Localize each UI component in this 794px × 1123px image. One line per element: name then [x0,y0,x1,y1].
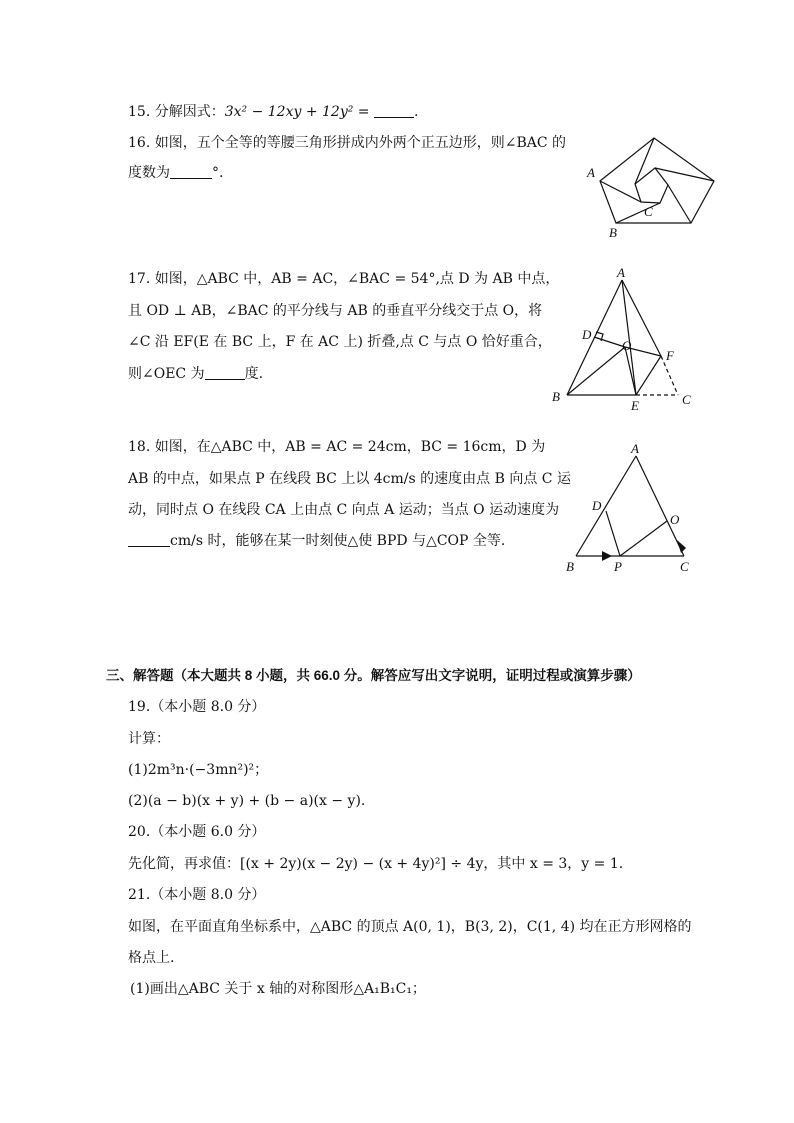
q16-label-B: B [609,225,617,240]
q17-line-1: 17. 如图，△ABC 中，AB = AC，∠BAC = 54°,点 D 为 AB 中点， [128,271,560,287]
q18-segment-DP [606,511,620,556]
q19-part-2: (2)(a − b)(x + y) + (b − a)(x − y). [128,793,366,809]
q19-label: 计算： [128,731,170,747]
section-3-heading: 三、解答题（本大题共 8 小题，共 66.0 分。解答应写出文字说明，证明过程或演算步骤） [106,668,641,683]
q15-expression: 3x² − 12xy + 12y² = [224,104,370,120]
q21-header: 21.（本小题 8.0 分） [128,887,266,903]
q18-label-D: D [592,498,602,513]
q17-label-B: B [552,389,560,404]
q19-part-1: (1)2m³n·(−3mn²)²； [128,762,269,778]
q18-label-B: B [566,559,574,574]
q18-line-3: 动，同时点 O 在线段 CA 上由点 C 向点 A 运动；当点 O 运动速度为 [128,502,560,518]
q16-label-C: C [644,204,653,219]
q19-header: 19.（本小题 8.0 分） [128,699,266,715]
q17-label-C: C [682,392,691,407]
q17-line-4-text: 则∠OEC 为 [128,366,205,382]
q18-label-A: A [631,441,639,456]
q17-label-D: D [582,327,592,342]
q18-segment-PO [620,521,667,556]
q17-label-O: O [622,338,632,353]
q21-part-1: (1)画出△ABC 关于 x 轴的对称图形△A₁B₁C₁； [130,981,426,997]
q15-prefix: 15. 分解因式： [128,104,225,120]
q16-label-A: A [587,165,595,180]
q18-side-AB [576,456,636,556]
q16-line-1: 16. 如图，五个全等的等腰三角形拼成内外两个正五边形，则∠BAC 的 [128,135,567,151]
q18-line-4-text: cm/s 时，能够在某一时刻使△使 BPD 与△COP 全等. [170,533,506,549]
q16-suffix: °. [212,165,224,181]
q18-arrow-P-icon [602,551,612,561]
q17-label-A: A [617,265,625,280]
q17-suffix: 度. [244,366,264,382]
q18-line-2: AB 的中点，如果点 P 在线段 BC 上以 4cm/s 的速度由点 B 向点 C 运 [128,471,571,487]
q17-line-2: 且 OD ⊥ AB，∠BAC 的平分线与 AB 的垂直平分线交于点 O，将 [128,303,543,319]
q18-arrow-O-icon [677,540,686,553]
q17-line-3: ∠C 沿 EF(E 在 BC 上，F 在 AC 上) 折叠,点 C 与点 O 恰好重合， [128,334,552,350]
q21-line-2: 格点上. [128,950,175,966]
q18-line-1: 18. 如图，在△ABC 中，AB = AC = 24cm，BC = 16cm，D 为 [128,439,546,455]
q20-header: 20.（本小题 6.0 分） [128,824,266,840]
q20-text: 先化简，再求值：[(x + 2y)(x − 2y) − (x + 4y)²] ÷ 4y，其中 x = 3，y = 1. [128,856,624,872]
q18-side-AC [636,456,684,556]
q21-line-1: 如图，在平面直角坐标系中，△ABC 的顶点 A(0, 1)，B(3, 2)，C(1, 4) 均在正方形网格的 [128,919,692,935]
q15-suffix: . [413,104,419,120]
q17-label-E: E [631,398,639,413]
q17-label-F: F [666,348,674,363]
q18-label-P: P [614,559,622,574]
q18-label-C: C [680,559,689,574]
q16-line-2-text: 度数为 [128,165,170,181]
q18-label-O: O [670,512,680,527]
